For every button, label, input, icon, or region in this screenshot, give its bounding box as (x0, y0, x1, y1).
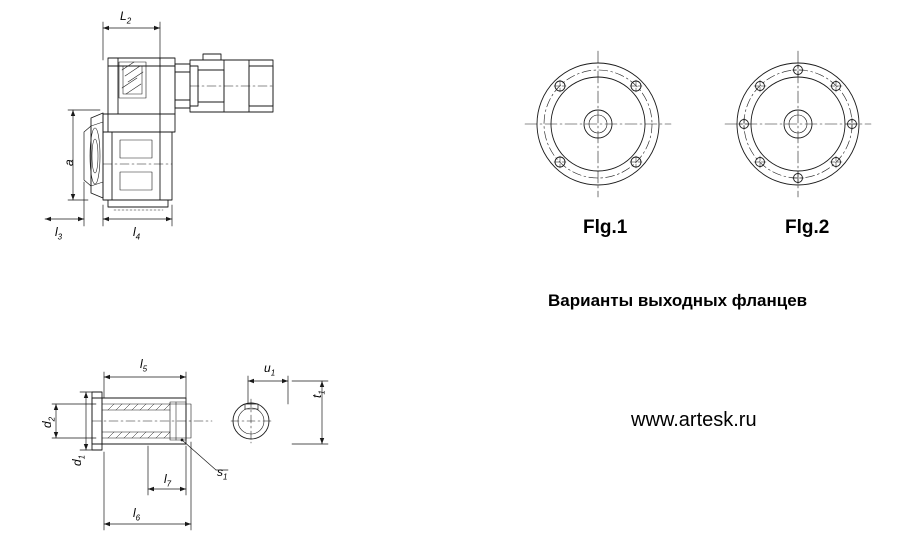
dimension-label-t1: $t_1$ (310, 390, 327, 398)
flange-2-caption: Flg.2 (785, 217, 830, 238)
dimension-label-a: a (62, 159, 76, 166)
dimension-label-l7: $l_7$ (164, 472, 172, 489)
dimension-label-s1: $s_1$ (217, 465, 228, 482)
dimension-label-L2: $L_2$ (120, 9, 132, 26)
dimension-label-d2: $d_2$ (40, 416, 57, 428)
hollow-shaft-section (52, 372, 328, 530)
flanges-section-title: Варианты выходных фланцев (548, 291, 808, 310)
flange-1-view (525, 51, 671, 197)
dimension-label-l3: $l_3$ (55, 225, 63, 242)
website-label: www.artesk.ru (631, 409, 757, 431)
dimension-label-l6: $l_6$ (133, 506, 141, 523)
dimension-label-d1: $d_1$ (70, 454, 87, 466)
flange-2-view (725, 51, 871, 197)
dimension-label-u1: $u_1$ (264, 361, 276, 378)
keyway-end-view (231, 399, 271, 443)
dimension-label-l4: $l_4$ (133, 225, 141, 242)
dimension-label-l5: $l_5$ (140, 357, 148, 374)
gearbox-side-view (45, 22, 273, 226)
flange-1-caption: Flg.1 (583, 217, 628, 238)
